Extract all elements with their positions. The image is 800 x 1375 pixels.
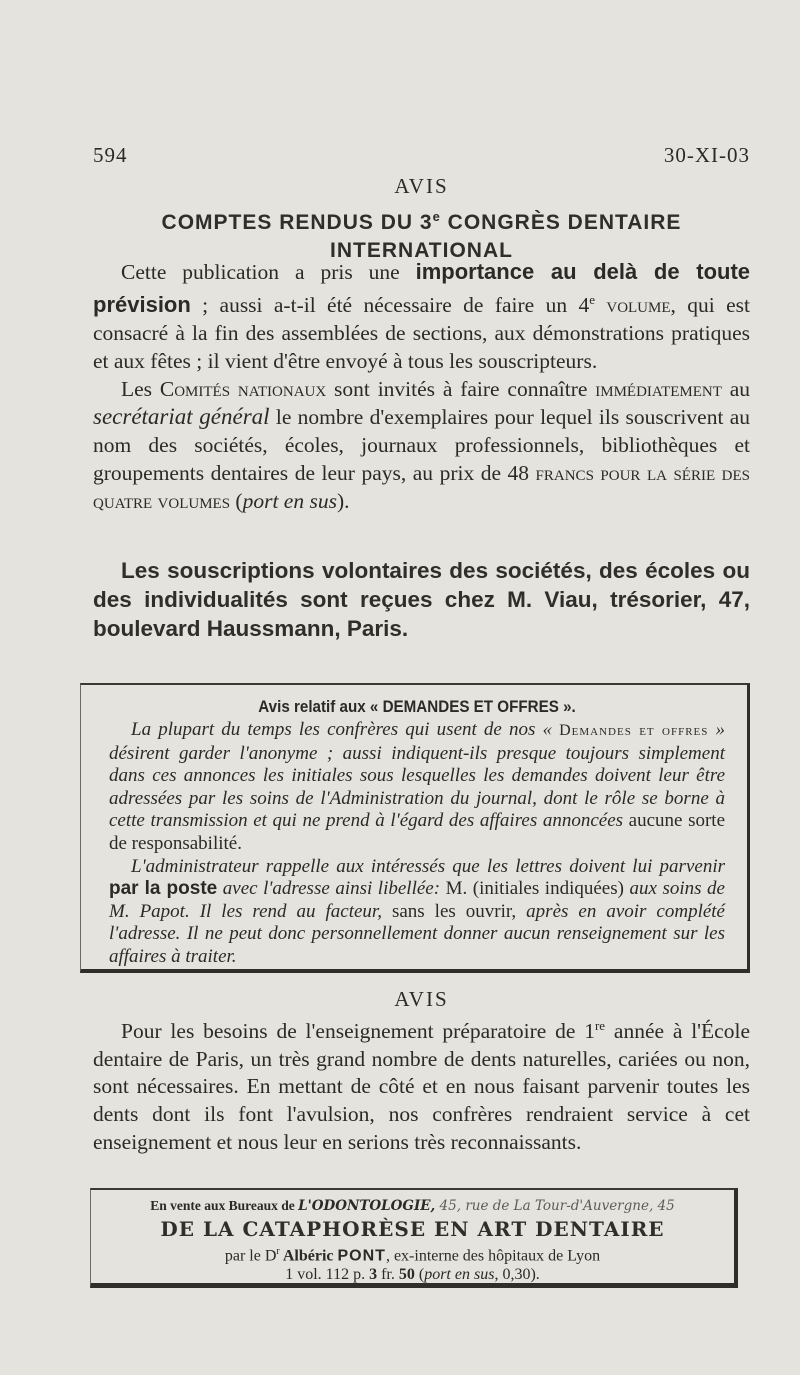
bold-text: par la poste [109, 878, 218, 900]
box-text [109, 719, 725, 969]
headline-part: CONGRÈS DENTAIRE INTERNATIONAL [330, 211, 682, 262]
notice-body-2 [93, 1012, 750, 1156]
small-caps: Comités nationaux [159, 377, 327, 402]
advertisement-box [90, 1188, 738, 1288]
subscription-paragraph: Les souscriptions volontaires des sociétés, des écoles ou des individualités sont reçues chez M. Viau, trésorier, 47, boulevard Haussmann, Paris. [93, 558, 750, 641]
text-run: L'administrateur rappelle aux intéressés que les lettres doivent lui parvenir [131, 855, 725, 877]
text-run [595, 293, 606, 317]
small-caps: francs pour la série des quatre volumes [93, 461, 750, 514]
text-run: , 0,30). [494, 1266, 540, 1284]
text-run: ( [414, 1266, 425, 1284]
notice-body [93, 258, 750, 515]
text-run: La plupart du temps les confrères qui usent de nos « [131, 719, 560, 740]
text-run: au [721, 377, 751, 402]
text-run: après en avoir complété l'adresse. Il ne peut donc personnellement donner aucun renseignement sur les affaires à traiter. [109, 900, 725, 967]
price-centimes: 50 [398, 1266, 415, 1284]
author-first: Albéric [279, 1247, 338, 1265]
text-run: ; aussi a-t-il été nécessaire de faire un 4 [190, 293, 590, 318]
roman-text: M. (initiales indiquées) [445, 878, 624, 900]
ad-line-1 [101, 1196, 724, 1216]
notice-title-2: AVIS [394, 987, 449, 1011]
text-run: ( [230, 489, 243, 514]
roman-text: aucune sorte de responsabilité. [109, 810, 726, 854]
headline-part: COMPTES RENDUS DU 3 [161, 211, 433, 234]
text-run: , ex-interne des hôpitaux de Lyon [385, 1247, 601, 1265]
text-run: le nombre d'exemplaires pour lequel ils souscrivent au nom des sociétés, écoles, journaux professionnels, bibliothèques et groupements dentaires de leur pays, au prix de 48 [93, 405, 750, 486]
demandes-offres-box [80, 683, 750, 973]
small-caps: volume [606, 293, 671, 318]
ad-book-title: DE LA CATAPHORÈSE EN ART DENTAIRE [160, 1217, 665, 1241]
text-run: avec l'adresse ainsi libellée: [217, 878, 446, 900]
text-run: ). [336, 489, 350, 514]
box-title: Avis relatif aux « DEMANDES ET OFFRES ». [258, 698, 576, 716]
paragraph [109, 719, 725, 856]
text-run: En vente aux Bureaux de [150, 1198, 299, 1213]
paragraph [93, 258, 750, 375]
ad-line-4 [101, 1265, 724, 1284]
price-francs: 3 [369, 1266, 378, 1284]
headline-superscript: e [432, 209, 441, 224]
ad-line-3 [101, 1242, 724, 1265]
text-run: , qui est consacré à la fin des assemblées de sections, aux démonstrations pratiques et aux fêtes ; il vient d'être envoyé à tous les souscripteurs. [93, 293, 750, 374]
paragraph [109, 856, 725, 969]
small-caps: Demandes et offres [559, 722, 709, 739]
author-last: PONT [337, 1247, 386, 1265]
congress-headline [93, 203, 750, 265]
text-run: Les [121, 377, 160, 402]
paragraph [93, 375, 750, 515]
text-run: fr. [377, 1266, 399, 1284]
address: 45, rue de La Tour-d'Auvergne, 45 [435, 1198, 675, 1214]
text-run: par le D [224, 1247, 277, 1265]
notice-title: AVIS [394, 174, 449, 198]
issue-date: 30-XI-03 [663, 143, 750, 167]
page-number: 594 [93, 143, 128, 167]
superscript: r [276, 1246, 280, 1257]
journal-name: L'ODONTOLOGIE, [298, 1198, 436, 1214]
text-run: » désirent garder l'anonyme ; aussi indiquent-ils presque toujours simplement dans ces annonces les initiales sous lesquelles les demandes doivent leur être adressées par les soins de l'Administration du journal, dont le rôle se borne à cette transmission et qui ne prend à l'égard des affaires annoncées [109, 719, 726, 832]
small-caps: immédiatement [595, 377, 722, 402]
text-run: sont invités à faire connaître [326, 377, 596, 402]
italic: port en sus [242, 489, 337, 514]
running-header [93, 143, 750, 173]
italic: port en sus [424, 1266, 495, 1284]
superscript: e [589, 292, 595, 307]
text-run: Pour les besoins de l'enseignement préparatoire de 1 [121, 1019, 595, 1044]
text-run: année à l'École dentaire de Paris, un très grand nombre de dents naturelles, cariées ou non, sont nécessaires. En mettant de côté et en nous faisant parvenir toutes les dents dont ils font l'avulsion, nos confrères rendraient service à cet enseignement et nous leur en serions très reconnaissants. [93, 1019, 750, 1154]
emphasis: importance au delà de toute prévision [93, 259, 751, 318]
paragraph [93, 1012, 750, 1156]
superscript: re [594, 1018, 606, 1033]
text-run: 1 vol. 112 p. [285, 1266, 370, 1284]
italic: secrétariat général [93, 404, 270, 430]
text-run: aux soins de M. Papot. Il les rend au facteur, [109, 878, 725, 922]
roman-text: sans les ouvrir, [391, 900, 517, 922]
text-run: Cette publication a pris une [121, 260, 416, 284]
